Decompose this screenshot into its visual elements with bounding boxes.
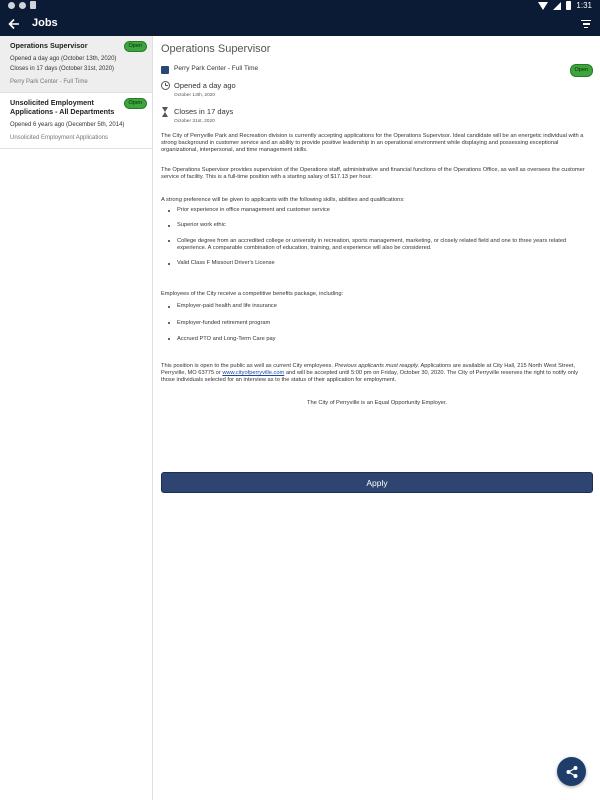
job-closes: Closes in 17 days (October 31st, 2020)	[10, 66, 115, 72]
list-item: Employer-paid health and life insurance	[161, 303, 593, 310]
status-badge: Open	[124, 98, 147, 109]
description-paragraph: A strong preference will be given to applicants with the following skills, abilities and qualifications:	[161, 197, 405, 204]
sd-card-icon	[30, 1, 36, 9]
eoe-statement: The City of Perryville is an Equal Opportunity Employer.	[306, 399, 448, 406]
notification-icon	[8, 2, 15, 9]
signal-icon	[553, 2, 561, 10]
paragraph-text: This position is open to the public as well as current City employees.	[161, 363, 335, 370]
share-icon	[565, 765, 579, 779]
reapply-note: Previous applicants must reapply.	[334, 363, 420, 370]
paragraph-text: Applications are available at City Hall, 215 North West Street, Perryville, MO 63775 or	[161, 363, 575, 377]
description-paragraph	[161, 363, 593, 385]
job-description	[161, 133, 593, 407]
job-list-item[interactable]	[0, 36, 152, 93]
detail-title: Operations Supervisor	[161, 43, 271, 55]
list-item: Superior work ethic	[161, 222, 593, 229]
status-time: 1:31	[576, 1, 592, 10]
filter-button[interactable]	[578, 16, 594, 32]
status-bar	[0, 0, 600, 12]
filter-icon-line	[583, 23, 590, 25]
wifi-icon	[538, 2, 548, 10]
status-badge: Open	[124, 41, 147, 52]
job-location: Perry Park Center - Full Time	[10, 79, 88, 85]
job-location: Unsolicited Employment Applications	[10, 135, 109, 141]
job-opened: Opened 6 years ago (December 5th, 2014)	[10, 122, 125, 128]
closes-text: Closes in 17 days	[174, 107, 234, 116]
clock-icon	[161, 81, 170, 90]
hourglass-icon	[161, 107, 170, 117]
status-system	[538, 1, 592, 10]
job-title: Unsolicited Employment Applications - All Departments	[10, 98, 115, 116]
location-row	[161, 63, 593, 77]
arrow-left-icon	[8, 18, 20, 30]
opened-date: October 13th, 2020	[174, 93, 216, 98]
page-title: Jobs	[32, 17, 58, 29]
list-item: Accrued PTO and Long-Term Care pay	[161, 336, 593, 343]
filter-icon-line	[584, 27, 588, 29]
paragraph-text: and will be accepted until 5:00 pm on Friday, October 30, 2020. The City of Perryville reserves the right to notify only those individuals selected for an interview as to the status of their application for employment.	[161, 370, 579, 384]
closes-date: October 31st, 2020	[174, 119, 215, 124]
detail-location: Perry Park Center - Full Time	[174, 65, 259, 72]
city-website-link[interactable]: www.cityofperryville.com	[222, 370, 285, 377]
description-paragraph: The City of Perryville Park and Recreation division is currently accepting applications for the Operations Supervisor. Ideal candidate will be an energetic individual with a strong background in customer service and an ability to provide positive leadership in an operational environment while displaying and possessing exceptional organizational, interpersonal, and time management skills.	[161, 133, 584, 154]
apply-button[interactable]: Apply	[161, 472, 593, 493]
status-badge: Open	[570, 64, 593, 77]
job-title: Operations Supervisor	[10, 41, 88, 50]
list-item: College degree from an accredited college or university in recreation, sports management, marketing, or closely related field and one to three years related experience. A comparable combination of education, training, and experience will also be considered.	[161, 238, 593, 252]
job-list	[0, 36, 153, 800]
back-button[interactable]	[4, 14, 24, 34]
hourglass-bottom	[162, 112, 168, 117]
list-item: Employer-funded retirement program	[161, 320, 593, 327]
description-paragraph: Employees of the City receive a competitive benefits package, including:	[161, 291, 344, 298]
list-item: Valid Class F Missouri Driver's License	[161, 260, 593, 267]
qualifications-list	[161, 207, 593, 267]
app-toolbar	[0, 12, 600, 36]
status-notifications	[8, 1, 36, 9]
benefits-list	[161, 303, 593, 343]
notification-icon	[19, 2, 26, 9]
job-opened: Opened a day ago (October 13th, 2020)	[10, 56, 117, 62]
location-icon	[161, 66, 169, 74]
opened-text: Opened a day ago	[174, 81, 236, 90]
filter-icon	[581, 20, 591, 22]
list-item: Prior experience in office management and customer service	[161, 207, 593, 214]
battery-icon	[566, 1, 571, 10]
description-paragraph: The Operations Supervisor provides supervision of the Operations staff, administrative and financial functions of the Operations Office, as well as oversees the customer service of facility. This is a full-time position with a starting salary of $17.13 per hour.	[161, 166, 585, 180]
job-list-item[interactable]	[0, 93, 152, 149]
share-button[interactable]	[557, 757, 586, 786]
